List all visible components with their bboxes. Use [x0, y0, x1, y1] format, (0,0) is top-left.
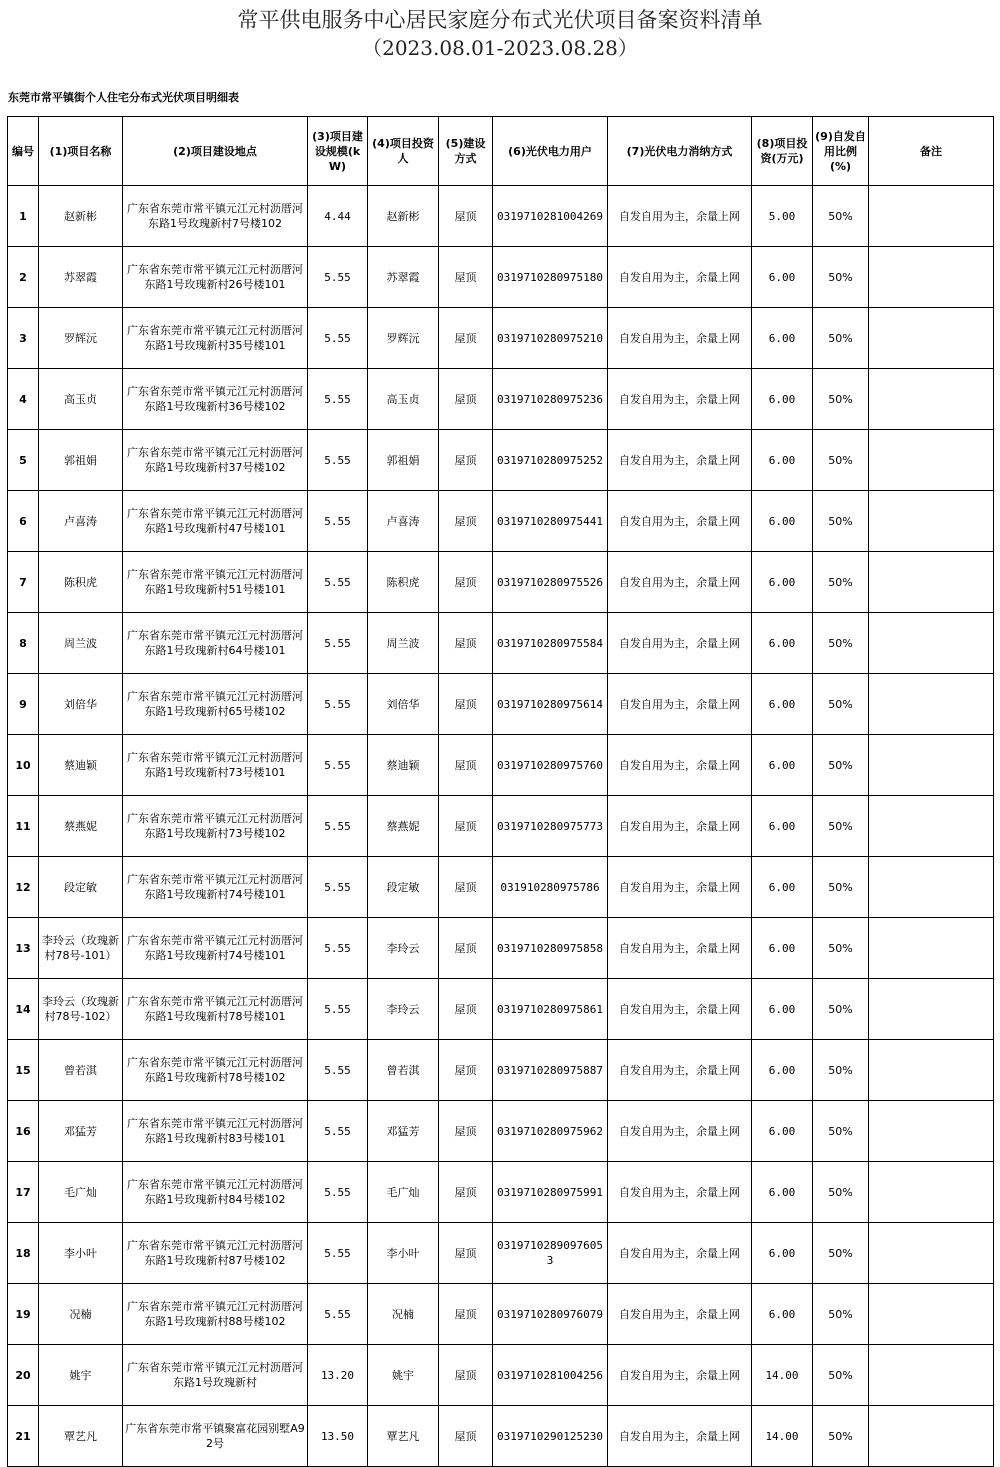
- table-row: [8, 1101, 994, 1162]
- cell-user: 0319710280975858: [493, 918, 608, 979]
- cell-location: 广东省东莞市常平镇元江元村沥厝河东路1号玫瑰新村26号楼101: [123, 247, 308, 308]
- cell-mode: 自发自用为主，余量上网: [608, 613, 752, 674]
- cell-user: 0319710280975526: [493, 552, 608, 613]
- cell-project-name: 苏翠霞: [39, 247, 123, 308]
- cell-investment: 6.00: [752, 1162, 813, 1223]
- cell-ratio: 50%: [813, 1406, 869, 1467]
- cell-ratio: 50%: [813, 796, 869, 857]
- cell-ratio: 50%: [813, 1040, 869, 1101]
- cell-no: 2: [8, 247, 39, 308]
- cell-project-name: 邓猛芳: [39, 1101, 123, 1162]
- table-row: [8, 979, 994, 1040]
- cell-investment: 6.00: [752, 918, 813, 979]
- cell-note: [869, 369, 994, 430]
- cell-method: 屋顶: [439, 430, 493, 491]
- cell-location: 广东省东莞市常平镇元江元村沥厝河东路1号玫瑰新村74号楼101: [123, 918, 308, 979]
- cell-user: 0319710280975236: [493, 369, 608, 430]
- cell-project-name: 陈积虎: [39, 552, 123, 613]
- cell-project-name: 蔡迪颖: [39, 735, 123, 796]
- cell-note: [869, 1345, 994, 1406]
- cell-location: 广东省东莞市常平镇元江元村沥厝河东路1号玫瑰新村7号楼102: [123, 186, 308, 247]
- cell-scale: 5.55: [308, 796, 368, 857]
- cell-investor: 陈积虎: [368, 552, 439, 613]
- header-note: 备注: [869, 117, 994, 186]
- cell-location: 广东省东莞市常平镇元江元村沥厝河东路1号玫瑰新村37号楼102: [123, 430, 308, 491]
- cell-investor: 罗辉沅: [368, 308, 439, 369]
- cell-location: 广东省东莞市常平镇元江元村沥厝河东路1号玫瑰新村88号楼102: [123, 1284, 308, 1345]
- cell-mode: 自发自用为主，余量上网: [608, 1284, 752, 1345]
- cell-investor: 郭祖娟: [368, 430, 439, 491]
- cell-location: 广东省东莞市常平镇元江元村沥厝河东路1号玫瑰新村47号楼101: [123, 491, 308, 552]
- cell-investment: 6.00: [752, 796, 813, 857]
- cell-scale: 5.55: [308, 979, 368, 1040]
- cell-no: 12: [8, 857, 39, 918]
- cell-note: [869, 674, 994, 735]
- cell-scale: 5.55: [308, 308, 368, 369]
- cell-user: 0319710280975887: [493, 1040, 608, 1101]
- cell-investor: 段定敏: [368, 857, 439, 918]
- cell-location: 广东省东莞市常平镇元江元村沥厝河东路1号玫瑰新村35号楼101: [123, 308, 308, 369]
- cell-mode: 自发自用为主，余量上网: [608, 186, 752, 247]
- cell-mode: 自发自用为主，余量上网: [608, 1101, 752, 1162]
- cell-project-name: 刘倍华: [39, 674, 123, 735]
- cell-location: 广东省东莞市常平镇元江元村沥厝河东路1号玫瑰新村74号楼101: [123, 857, 308, 918]
- cell-investor: 李玲云: [368, 918, 439, 979]
- cell-ratio: 50%: [813, 1162, 869, 1223]
- cell-scale: 5.55: [308, 369, 368, 430]
- cell-note: [869, 552, 994, 613]
- cell-method: 屋顶: [439, 1101, 493, 1162]
- cell-investor: 毛广灿: [368, 1162, 439, 1223]
- cell-project-name: 况楠: [39, 1284, 123, 1345]
- cell-project-name: 周兰波: [39, 613, 123, 674]
- cell-no: 1: [8, 186, 39, 247]
- table-header-row: [8, 117, 994, 186]
- document-title: 常平供电服务中心居民家庭分布式光伏项目备案资料清单: [237, 8, 763, 32]
- cell-method: 屋顶: [439, 552, 493, 613]
- cell-mode: 自发自用为主，余量上网: [608, 674, 752, 735]
- cell-scale: 5.55: [308, 247, 368, 308]
- cell-location: 广东省东莞市常平镇元江元村沥厝河东路1号玫瑰新村78号楼101: [123, 979, 308, 1040]
- cell-location: 广东省东莞市常平镇元江元村沥厝河东路1号玫瑰新村83号楼101: [123, 1101, 308, 1162]
- cell-scale: 5.55: [308, 613, 368, 674]
- cell-location: 广东省东莞市常平镇元江元村沥厝河东路1号玫瑰新村65号楼102: [123, 674, 308, 735]
- cell-method: 屋顶: [439, 918, 493, 979]
- cell-scale: 13.20: [308, 1345, 368, 1406]
- cell-investor: 高玉贞: [368, 369, 439, 430]
- cell-user: 0319710280975210: [493, 308, 608, 369]
- table-row: [8, 1162, 994, 1223]
- cell-investment: 6.00: [752, 369, 813, 430]
- cell-note: [869, 247, 994, 308]
- cell-investor: 姚宇: [368, 1345, 439, 1406]
- cell-note: [869, 1101, 994, 1162]
- cell-investment: 5.00: [752, 186, 813, 247]
- cell-mode: 自发自用为主，余量上网: [608, 1040, 752, 1101]
- cell-investor: 曾若淇: [368, 1040, 439, 1101]
- cell-location: 广东省东莞市常平镇元江元村沥厝河东路1号玫瑰新村87号楼102: [123, 1223, 308, 1284]
- table-row: [8, 369, 994, 430]
- cell-scale: 5.55: [308, 735, 368, 796]
- cell-no: 9: [8, 674, 39, 735]
- cell-no: 6: [8, 491, 39, 552]
- cell-scale: 5.55: [308, 857, 368, 918]
- cell-scale: 4.44: [308, 186, 368, 247]
- cell-user: 0319710281004256: [493, 1345, 608, 1406]
- cell-investor: 邓猛芳: [368, 1101, 439, 1162]
- cell-investment: 6.00: [752, 1101, 813, 1162]
- cell-note: [869, 1223, 994, 1284]
- cell-method: 屋顶: [439, 1040, 493, 1101]
- cell-no: 21: [8, 1406, 39, 1467]
- cell-project-name: 赵新彬: [39, 186, 123, 247]
- table-row: [8, 735, 994, 796]
- cell-note: [869, 491, 994, 552]
- cell-method: 屋顶: [439, 247, 493, 308]
- cell-project-name: 段定敏: [39, 857, 123, 918]
- cell-mode: 自发自用为主，余量上网: [608, 1406, 752, 1467]
- cell-project-name: 姚宇: [39, 1345, 123, 1406]
- cell-method: 屋顶: [439, 857, 493, 918]
- cell-ratio: 50%: [813, 857, 869, 918]
- cell-investment: 6.00: [752, 430, 813, 491]
- cell-ratio: 50%: [813, 247, 869, 308]
- table-row: [8, 186, 994, 247]
- cell-mode: 自发自用为主，余量上网: [608, 1162, 752, 1223]
- header-scale: (3)项目建设规模(kW): [308, 117, 368, 186]
- cell-investment: 14.00: [752, 1406, 813, 1467]
- cell-project-name: 毛广灿: [39, 1162, 123, 1223]
- cell-note: [869, 1406, 994, 1467]
- cell-location: 广东省东莞市常平镇元江元村沥厝河东路1号玫瑰新村73号楼101: [123, 735, 308, 796]
- cell-no: 17: [8, 1162, 39, 1223]
- cell-location: 广东省东莞市常平镇元江元村沥厝河东路1号玫瑰新村84号楼102: [123, 1162, 308, 1223]
- cell-no: 20: [8, 1345, 39, 1406]
- cell-user: 0319710280975614: [493, 674, 608, 735]
- cell-ratio: 50%: [813, 1223, 869, 1284]
- cell-scale: 5.55: [308, 1162, 368, 1223]
- cell-project-name: 高玉贞: [39, 369, 123, 430]
- cell-mode: 自发自用为主，余量上网: [608, 1223, 752, 1284]
- cell-method: 屋顶: [439, 1406, 493, 1467]
- cell-note: [869, 1040, 994, 1101]
- cell-no: 13: [8, 918, 39, 979]
- cell-method: 屋顶: [439, 1162, 493, 1223]
- table-row: [8, 247, 994, 308]
- cell-mode: 自发自用为主，余量上网: [608, 308, 752, 369]
- cell-user: 0319710280975760: [493, 735, 608, 796]
- cell-ratio: 50%: [813, 979, 869, 1040]
- cell-mode: 自发自用为主，余量上网: [608, 247, 752, 308]
- cell-note: [869, 430, 994, 491]
- cell-method: 屋顶: [439, 308, 493, 369]
- cell-investor: 覃艺凡: [368, 1406, 439, 1467]
- cell-no: 14: [8, 979, 39, 1040]
- cell-no: 4: [8, 369, 39, 430]
- cell-ratio: 50%: [813, 186, 869, 247]
- cell-note: [869, 918, 994, 979]
- header-ratio: (9)自发自用比例(%): [813, 117, 869, 186]
- cell-no: 10: [8, 735, 39, 796]
- cell-investment: 6.00: [752, 1223, 813, 1284]
- cell-mode: 自发自用为主，余量上网: [608, 430, 752, 491]
- cell-note: [869, 735, 994, 796]
- header-project-name: (1)项目名称: [39, 117, 123, 186]
- cell-method: 屋顶: [439, 1345, 493, 1406]
- cell-investor: 卢喜涛: [368, 491, 439, 552]
- cell-note: [869, 979, 994, 1040]
- cell-note: [869, 796, 994, 857]
- cell-location: 广东省东莞市常平镇元江元村沥厝河东路1号玫瑰新村73号楼102: [123, 796, 308, 857]
- cell-method: 屋顶: [439, 1223, 493, 1284]
- cell-user: 0319710290125230: [493, 1406, 608, 1467]
- cell-scale: 5.55: [308, 552, 368, 613]
- cell-user: 0319710280975252: [493, 430, 608, 491]
- cell-scale: 13.50: [308, 1406, 368, 1467]
- cell-note: [869, 186, 994, 247]
- cell-investment: 6.00: [752, 1040, 813, 1101]
- cell-ratio: 50%: [813, 308, 869, 369]
- cell-scale: 5.55: [308, 674, 368, 735]
- cell-no: 7: [8, 552, 39, 613]
- cell-scale: 5.55: [308, 1101, 368, 1162]
- cell-method: 屋顶: [439, 674, 493, 735]
- header-no: 编号: [8, 117, 39, 186]
- cell-location: 广东省东莞市常平镇聚富花园别墅A92号: [123, 1406, 308, 1467]
- cell-ratio: 50%: [813, 491, 869, 552]
- cell-note: [869, 613, 994, 674]
- cell-investment: 6.00: [752, 735, 813, 796]
- cell-scale: 5.55: [308, 430, 368, 491]
- cell-user: 0319710280976079: [493, 1284, 608, 1345]
- cell-ratio: 50%: [813, 552, 869, 613]
- cell-note: [869, 1162, 994, 1223]
- cell-project-name: 郭祖娟: [39, 430, 123, 491]
- cell-investment: 6.00: [752, 979, 813, 1040]
- cell-ratio: 50%: [813, 674, 869, 735]
- cell-investor: 刘倍华: [368, 674, 439, 735]
- table-row: [8, 796, 994, 857]
- cell-user: 0319710280975773: [493, 796, 608, 857]
- table-row: [8, 1406, 994, 1467]
- cell-project-name: 曾若淇: [39, 1040, 123, 1101]
- cell-ratio: 50%: [813, 1101, 869, 1162]
- cell-mode: 自发自用为主，余量上网: [608, 796, 752, 857]
- table-row: [8, 1223, 994, 1284]
- cell-location: 广东省东莞市常平镇元江元村沥厝河东路1号玫瑰新村36号楼102: [123, 369, 308, 430]
- cell-location: 广东省东莞市常平镇元江元村沥厝河东路1号玫瑰新村64号楼101: [123, 613, 308, 674]
- table-row: [8, 491, 994, 552]
- cell-investor: 蔡燕妮: [368, 796, 439, 857]
- cell-project-name: 李玲云（玫瑰新村78号-102）: [39, 979, 123, 1040]
- cell-investor: 李小叶: [368, 1223, 439, 1284]
- table-row: [8, 552, 994, 613]
- table-row: [8, 1040, 994, 1101]
- table-row: [8, 308, 994, 369]
- header-location: (2)项目建设地点: [123, 117, 308, 186]
- table-row: [8, 674, 994, 735]
- cell-user: 03197102890976053: [493, 1223, 608, 1284]
- cell-scale: 5.55: [308, 491, 368, 552]
- cell-ratio: 50%: [813, 613, 869, 674]
- cell-investment: 6.00: [752, 552, 813, 613]
- cell-project-name: 卢喜涛: [39, 491, 123, 552]
- cell-investment: 6.00: [752, 491, 813, 552]
- cell-investment: 14.00: [752, 1345, 813, 1406]
- cell-investment: 6.00: [752, 247, 813, 308]
- cell-method: 屋顶: [439, 613, 493, 674]
- cell-mode: 自发自用为主，余量上网: [608, 857, 752, 918]
- table-caption: 东莞市常平镇街个人住宅分布式光伏项目明细表: [8, 91, 239, 104]
- cell-mode: 自发自用为主，余量上网: [608, 1345, 752, 1406]
- cell-mode: 自发自用为主，余量上网: [608, 491, 752, 552]
- table-body: [8, 186, 994, 1467]
- cell-no: 18: [8, 1223, 39, 1284]
- cell-no: 19: [8, 1284, 39, 1345]
- cell-scale: 5.55: [308, 1284, 368, 1345]
- cell-method: 屋顶: [439, 491, 493, 552]
- cell-project-name: 蔡燕妮: [39, 796, 123, 857]
- header-user: (6)光伏电力用户: [493, 117, 608, 186]
- cell-location: 广东省东莞市常平镇元江元村沥厝河东路1号玫瑰新村: [123, 1345, 308, 1406]
- cell-ratio: 50%: [813, 918, 869, 979]
- header-method: (5)建设方式: [439, 117, 493, 186]
- cell-scale: 5.55: [308, 1040, 368, 1101]
- cell-method: 屋顶: [439, 1284, 493, 1345]
- cell-project-name: 罗辉沅: [39, 308, 123, 369]
- cell-no: 3: [8, 308, 39, 369]
- cell-investor: 蔡迪颖: [368, 735, 439, 796]
- table-row: [8, 1284, 994, 1345]
- cell-investor: 李玲云: [368, 979, 439, 1040]
- cell-investment: 6.00: [752, 308, 813, 369]
- cell-user: 0319710281004269: [493, 186, 608, 247]
- cell-scale: 5.55: [308, 1223, 368, 1284]
- cell-note: [869, 308, 994, 369]
- cell-mode: 自发自用为主，余量上网: [608, 369, 752, 430]
- cell-investment: 6.00: [752, 613, 813, 674]
- cell-user: 0319710280975441: [493, 491, 608, 552]
- cell-location: 广东省东莞市常平镇元江元村沥厝河东路1号玫瑰新村51号楼101: [123, 552, 308, 613]
- cell-ratio: 50%: [813, 1284, 869, 1345]
- project-table: [7, 116, 994, 1467]
- cell-method: 屋顶: [439, 369, 493, 430]
- cell-user: 031910280975786: [493, 857, 608, 918]
- cell-mode: 自发自用为主，余量上网: [608, 979, 752, 1040]
- cell-user: 0319710280975991: [493, 1162, 608, 1223]
- cell-no: 5: [8, 430, 39, 491]
- header-mode: (7)光伏电力消纳方式: [608, 117, 752, 186]
- cell-investment: 6.00: [752, 674, 813, 735]
- table-row: [8, 613, 994, 674]
- cell-ratio: 50%: [813, 1345, 869, 1406]
- cell-no: 11: [8, 796, 39, 857]
- table-row: [8, 430, 994, 491]
- cell-investor: 周兰波: [368, 613, 439, 674]
- cell-ratio: 50%: [813, 735, 869, 796]
- cell-investor: 赵新彬: [368, 186, 439, 247]
- cell-mode: 自发自用为主，余量上网: [608, 735, 752, 796]
- cell-ratio: 50%: [813, 430, 869, 491]
- cell-method: 屋顶: [439, 186, 493, 247]
- cell-project-name: 李玲云（玫瑰新村78号-101）: [39, 918, 123, 979]
- cell-user: 0319710280975962: [493, 1101, 608, 1162]
- cell-scale: 5.55: [308, 918, 368, 979]
- cell-investor: 苏翠霞: [368, 247, 439, 308]
- cell-method: 屋顶: [439, 796, 493, 857]
- cell-mode: 自发自用为主，余量上网: [608, 552, 752, 613]
- cell-no: 8: [8, 613, 39, 674]
- cell-user: 0319710280975180: [493, 247, 608, 308]
- table-row: [8, 918, 994, 979]
- cell-note: [869, 857, 994, 918]
- cell-method: 屋顶: [439, 979, 493, 1040]
- header-investor: (4)项目投资人: [368, 117, 439, 186]
- cell-investment: 6.00: [752, 857, 813, 918]
- cell-ratio: 50%: [813, 369, 869, 430]
- header-investment: (8)项目投资(万元): [752, 117, 813, 186]
- date-range: （2023.08.01-2023.08.28）: [362, 36, 638, 60]
- cell-user: 0319710280975861: [493, 979, 608, 1040]
- cell-note: [869, 1284, 994, 1345]
- cell-investment: 6.00: [752, 1284, 813, 1345]
- cell-user: 0319710280975584: [493, 613, 608, 674]
- cell-location: 广东省东莞市常平镇元江元村沥厝河东路1号玫瑰新村78号楼102: [123, 1040, 308, 1101]
- cell-no: 16: [8, 1101, 39, 1162]
- table-row: [8, 857, 994, 918]
- cell-mode: 自发自用为主，余量上网: [608, 918, 752, 979]
- cell-project-name: 覃艺凡: [39, 1406, 123, 1467]
- table-row: [8, 1345, 994, 1406]
- cell-method: 屋顶: [439, 735, 493, 796]
- cell-investor: 况楠: [368, 1284, 439, 1345]
- cell-no: 15: [8, 1040, 39, 1101]
- cell-project-name: 李小叶: [39, 1223, 123, 1284]
